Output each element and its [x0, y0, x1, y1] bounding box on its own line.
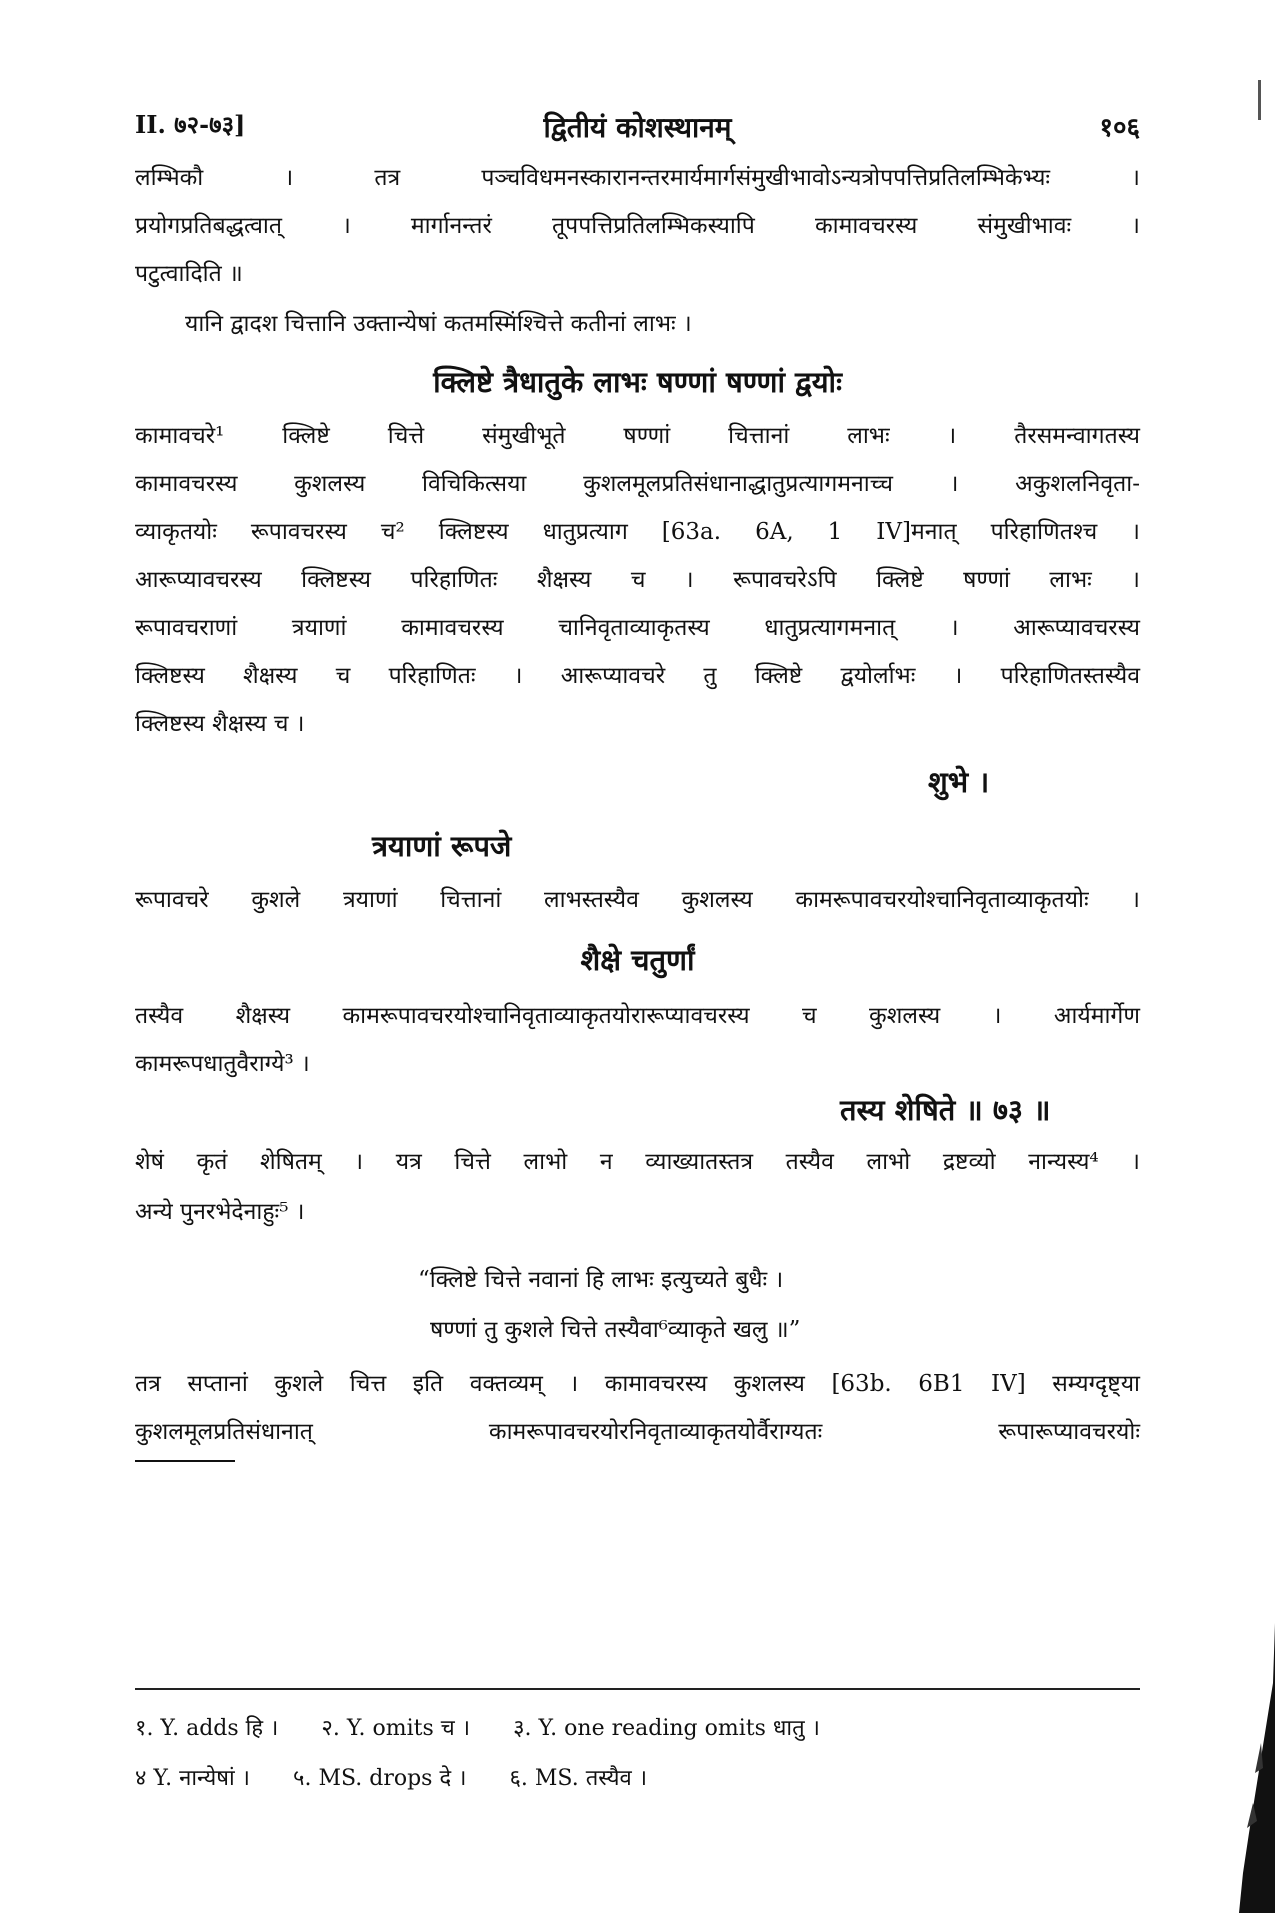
text-line: व्याकृतयोः रूपावचरस्य च² क्लिष्टस्य धातुप्रत्याग [63a. 6A, 1 IV]मनात् परिहाणितश्च ।	[135, 519, 1140, 545]
footnote-line	[135, 1712, 1140, 1742]
text-line: शेषं कृतं शेषितम् । यत्र चित्ते लाभो न व्याख्यातस्तत्र तस्यैव लाभो द्रष्टव्यो नान्यस्य⁴ ।	[135, 1149, 1140, 1175]
separator-rule	[135, 1460, 235, 1462]
text-line: तत्र सप्तानां कुशले चित्त इति वक्तव्यम् । कामावचरस्य कुशलस्य [63b. 6B1 IV] सम्यग्दृष्ट्या	[135, 1371, 1140, 1397]
text-line: तस्यैव शैक्षस्य कामरूपावचरयोश्चानिवृताव्याकृतयोरारूप्यावचरस्य च कुशलस्य । आर्यमार्गेण	[135, 1003, 1140, 1029]
header-chapter-title: द्वितीयं कोशस्थानम्	[543, 111, 732, 144]
text-line: कामावचरे¹ क्लिष्टे चित्ते संमुखीभूते षण्णां चित्तानां लाभः । तैरसमन्वागतस्य	[135, 423, 1140, 449]
text-line: क्लिष्टस्य शैक्षस्य च ।	[135, 711, 305, 737]
text-line: कामावचरस्य कुशलस्य विचिकित्सया कुशलमूलप्रतिसंधानाद्धातुप्रत्यागमनाच्च । अकुशलनिवृता-	[135, 471, 1140, 497]
footnote: २. Y. omits च ।	[321, 1716, 471, 1741]
footnote: ६. MS. तस्यैव ।	[509, 1766, 648, 1791]
scan-artifact	[1258, 80, 1261, 120]
text-line: क्लिष्टस्य शैक्षस्य च परिहाणितः । आरूप्यावचरे तु क्लिष्टे द्वयोर्लाभः । परिहाणितस्तस्यैव	[135, 663, 1140, 689]
text-line: यानि द्वादश चित्तानि उक्तान्येषां कतमस्मिंश्चित्ते कतीनां लाभः ।	[185, 311, 692, 337]
text-line: कामरूपधातुवैराग्ये³ ।	[135, 1051, 310, 1077]
footnote: ३. Y. one reading omits धातु ।	[513, 1716, 820, 1741]
quoted-verse-line: “क्लिष्टे चित्ते नवानां हि लाभः इत्युच्यते बुधैः ।	[418, 1267, 784, 1293]
text-line: रूपावचरे कुशले त्रयाणां चित्तानां लाभस्तस्यैव कुशलस्य कामरूपावचरयोश्चानिवृताव्याकृतयोः ।	[135, 887, 1140, 913]
karika-verse: क्लिष्टे त्रैधातुके लाभः षण्णां षण्णां द्वयोः	[433, 365, 842, 399]
footnote: ५. MS. drops दे ।	[293, 1766, 467, 1791]
karika-verse: तस्य शेषिते ॥ ७३ ॥	[840, 1093, 1051, 1127]
header-section-ref: II. ७२-७३]	[135, 110, 246, 139]
karika-verse: शैक्षे चतुर्णां	[580, 943, 695, 977]
running-header	[135, 108, 1140, 148]
text-line: आरूप्यावचरस्य क्लिष्टस्य परिहाणितः शैक्षस्य च । रूपावचरेऽपि क्लिष्टे षण्णां लाभः ।	[135, 567, 1140, 593]
karika-verse: शुभे ।	[928, 765, 990, 799]
text-line: प्रयोगप्रतिबद्धत्वात् । मार्गानन्तरं तूपपत्तिप्रतिलम्भिकस्यापि कामावचरस्य संमुखीभावः ।	[135, 213, 1140, 239]
scan-edge-artifact	[1235, 1623, 1275, 1913]
footnote-line	[135, 1762, 1140, 1792]
karika-verse: त्रयाणां रूपजे	[372, 829, 512, 863]
text-line: पटुत्वादिति ॥	[135, 261, 243, 287]
footnote: ४ Y. नान्येषां ।	[135, 1766, 251, 1791]
quoted-verse-line: षण्णां तु कुशले चित्ते तस्यैवा⁶व्याकृते खलु ॥”	[430, 1317, 801, 1343]
text-line: अन्ये पुनरभेदेनाहुः⁵ ।	[135, 1199, 305, 1225]
text-line: कुशलमूलप्रतिसंधानात् कामरूपावचरयोरनिवृताव्याकृतयोर्वैराग्यतः रूपारूप्यावचरयोः	[135, 1419, 1140, 1445]
footnote-rule	[135, 1688, 1140, 1690]
footnote: १. Y. adds हि ।	[135, 1716, 279, 1741]
text-line: रूपावचराणां त्रयाणां कामावचरस्य चानिवृताव्याकृतस्य धातुप्रत्यागमनात् । आरूप्यावचरस्य	[135, 615, 1140, 641]
header-page-number: १०६	[1099, 113, 1140, 143]
text-line: लम्भिकौ । तत्र पञ्चविधमनस्कारानन्तरमार्यमार्गसंमुखीभावोऽन्यत्रोपपत्तिप्रतिलम्भिकेभ्यः ।	[135, 165, 1140, 191]
